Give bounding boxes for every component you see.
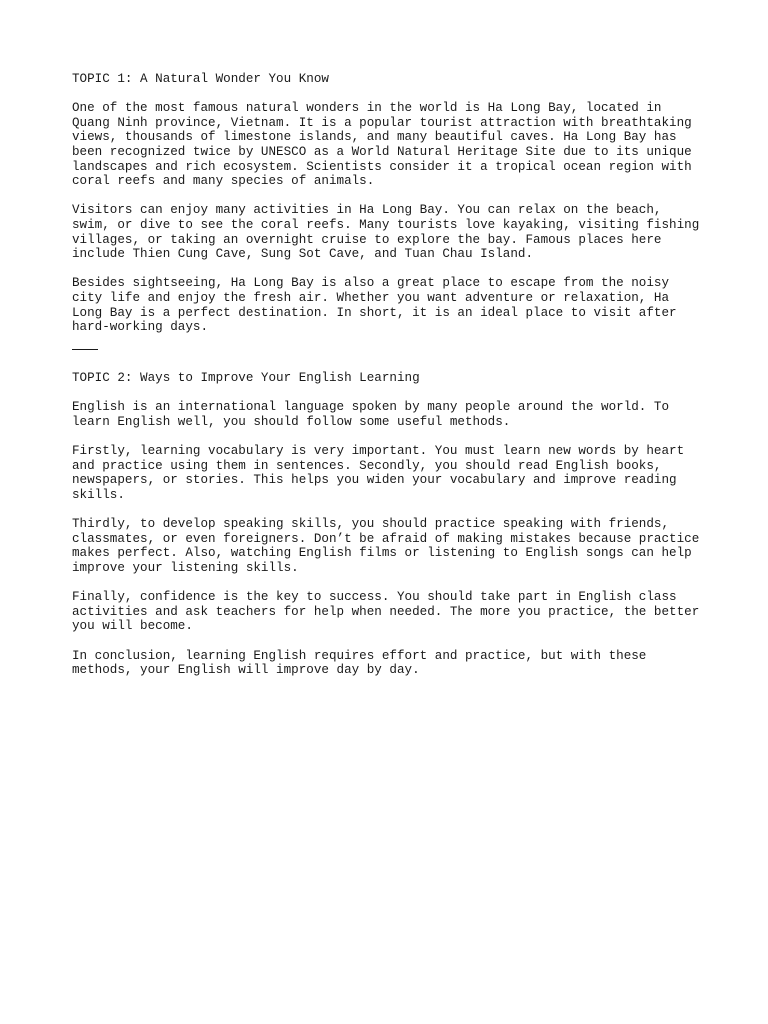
section-divider	[72, 349, 98, 350]
topic1-paragraph-activities: Visitors can enjoy many activities in Ha Long Bay. You can relax on the beach, swim, or dive to see the coral reefs. Many tourists love kayaking, visiting fishing villages, or taking an overnight cruise to explore the bay. Famous places here include Thien Cung Cave, Sung Sot Cave, and Tuan Chau Island.	[72, 203, 700, 262]
topic2-paragraph-confidence: Finally, confidence is the key to success. You should take part in English class activities and ask teachers for help when needed. The more you practice, the better you will become.	[72, 590, 700, 634]
topic2-paragraph-conclusion: In conclusion, learning English requires effort and practice, but with these methods, your English will improve day by day.	[72, 648, 647, 678]
topic1-paragraph-intro: One of the most famous natural wonders in the world is Ha Long Bay, located in Quang Ninh province, Vietnam. It is a popular tourist attraction with breathtaking views, thousands of limestone islands, and many beautiful caves. Ha Long Bay has been recognized twice by UNESCO as a World Natural Heritage Site due to its unique landscapes and rich ecosystem. Scientists consider it a tropical ocean region with coral reefs and many species of animals.	[72, 101, 692, 189]
topic2-heading: TOPIC 2: Ways to Improve Your English Learning	[72, 371, 420, 386]
topic2-paragraph-speaking: Thirdly, to develop speaking skills, you should practice speaking with friends, classmates, or even foreigners. Don’t be afraid of making mistakes because practice makes perfect. Also, watching English films or listening to English songs can help improve your listening skills.	[72, 517, 700, 575]
topic2-paragraph-vocabulary: Firstly, learning vocabulary is very important. You must learn new words by heart and practice using them in sentences. Secondly, you should read English books, newspapers, or stories. This helps you widen your vocabulary and improve reading skills.	[72, 444, 685, 503]
document-page	[72, 72, 712, 692]
topic2-paragraph-intro: English is an international language spoken by many people around the world. To learn English well, you should follow some useful methods.	[72, 400, 670, 430]
topic1-paragraph-conclusion: Besides sightseeing, Ha Long Bay is also a great place to escape from the noisy city life and enjoy the fresh air. Whether you want adventure or relaxation, Ha Long Bay is a perfect destination. In short, it is an ideal place to visit after hard-working days.	[72, 276, 677, 335]
topic1-heading: TOPIC 1: A Natural Wonder You Know	[72, 72, 329, 86]
